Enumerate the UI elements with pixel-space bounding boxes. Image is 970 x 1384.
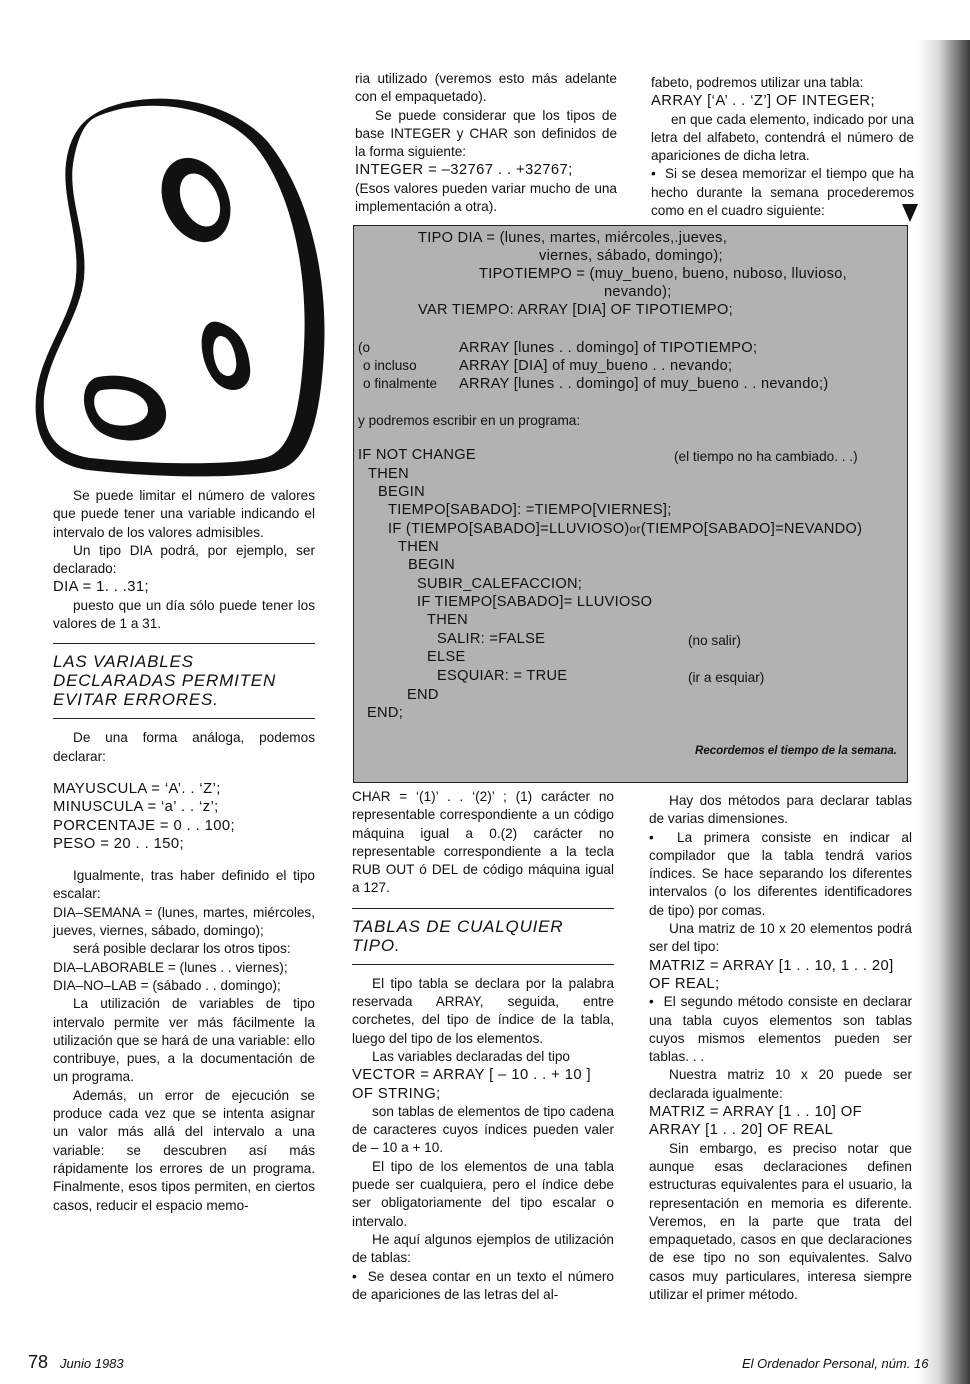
column-2-bottom	[352, 788, 614, 1304]
box-line: ARRAY [DIA] of muy_bueno . . nevando;	[459, 358, 733, 374]
code-line: THEN	[427, 612, 468, 628]
paragraph: El tipo tabla se declara por la palabra reservada ARRAY, seguida, entre corchetes, del tipo de índice de la tabla, luego del tipo de los elementos.	[352, 975, 614, 1046]
column-1	[53, 487, 315, 1215]
code-line: BEGIN	[408, 557, 455, 573]
paragraph: será posible declarar los otros tipos:	[73, 941, 291, 957]
code-line: INTEGER = –32767 . . +32767;	[355, 162, 573, 179]
bullet-paragraph: • La primera consiste en indicar al compilador que la tabla tendrá varios índices. Se hace separando los diferentes intervalos (o los diferentes identificadores de tipo) por comas.	[649, 829, 912, 920]
code-line: TIEMPO[SABADO]: =TIEMPO[VIERNES];	[388, 502, 672, 518]
box-line: TIPOTIEMPO = (muy_bueno, bueno, nuboso, lluvioso,	[479, 266, 847, 282]
code-box	[353, 225, 908, 783]
box-line: ARRAY [lunes . . domingo] of muy_bueno . . nevando;)	[459, 376, 829, 392]
code-line: VECTOR = ARRAY [ – 10 . . + 10 ] OF STRING;	[352, 1067, 591, 1102]
code-line: ESQUIAR: = TRUE	[437, 668, 568, 684]
code-comment: (ir a esquiar)	[688, 670, 765, 685]
code-line: MAYUSCULA = ‘A’. . ‘Z’;	[53, 780, 221, 797]
code-line: PORCENTAJE = 0 . . 100;	[53, 817, 236, 834]
code-comment: (el tiempo no ha cambiado. . .)	[674, 449, 858, 464]
paragraph: CHAR = ‘(1)’ . . ‘(2)’ ; (1) carácter no representable correspondiente a un código máquina igual a 0.(2) carácter no representable correspondiente a la tecla RUB OUT ó DEL de código máquina igual a 127.	[352, 789, 614, 896]
bullet-paragraph: • Se desea contar en un texto el número de apariciones de las letras del al-	[352, 1268, 614, 1305]
paragraph: Además, un error de ejecución se produce cada vez que se intenta asignar un valor más allá del intervalo a una variable: se descubren así más rápidamente los errores de un programa. Finalmente, esos tipos permiten, en ciertos casos, reducir el espacio memo-	[53, 1087, 315, 1213]
box-line: ARRAY [lunes . . domingo] of TIPOTIEMPO;	[459, 340, 758, 356]
box-caption: Recordemos el tiempo de la semana.	[695, 745, 897, 757]
paragraph: La utilización de variables de tipo intervalo permite ver más fácilmente la utilización que se hará de una variable: ello contribuye, pues, a la documentación de un programa.	[53, 996, 315, 1085]
paragraph: Un tipo DIA podrá, por ejemplo, ser declarado:	[53, 542, 315, 577]
arrow-down-icon	[902, 204, 918, 222]
code-line: PESO = 20 . . 150;	[53, 835, 184, 852]
paragraph: Igualmente, tras haber definido el tipo escalar:	[53, 868, 315, 902]
paragraph: son tablas de elementos de tipo cadena de caracteres cuyos índices pueden valer de – 10 a + 10.	[352, 1103, 614, 1156]
magazine-name: El Ordenador Personal, núm. 16	[742, 1356, 929, 1371]
paragraph: (Esos valores pueden variar mucho de una implementación a otra).	[355, 180, 617, 215]
code-line: DIA–SEMANA = (lunes, martes, miércoles, jueves, viernes, sábado, domingo);	[53, 904, 315, 939]
section-heading: TABLAS DE CUALQUIER TIPO.	[352, 908, 614, 965]
code-comment: (no salir)	[688, 633, 741, 648]
issue-date: Junio 1983	[60, 1356, 124, 1371]
code-line: END;	[367, 705, 404, 721]
code-line: SUBIR_CALEFACCION;	[417, 576, 583, 592]
column-3-top	[651, 74, 914, 220]
code-line: BEGIN	[378, 484, 425, 500]
blob-illustration	[28, 92, 334, 478]
paragraph: en que cada elemento, indicado por una letra del alfabeto, contendrá el número de apariciones de dicha letra.	[651, 111, 914, 164]
paragraph: El tipo de los elementos de una tabla puede ser cualquiera, pero el índice debe ser obligatoriamente del tipo escalar o intervalo.	[352, 1158, 614, 1229]
bullet-paragraph: • Si se desea memorizar el tiempo que ha hecho durante la semana procederemos como en el cuadro siguiente:	[651, 165, 914, 220]
paragraph: Una matriz de 10 x 20 elementos podrá ser del tipo:	[649, 921, 912, 955]
paragraph: Nuestra matriz 10 x 20 puede ser declarada igualmente:	[649, 1067, 912, 1101]
paragraph: puesto que un día sólo puede tener los valores de 1 a 31.	[53, 597, 315, 632]
code-line: DIA–LABORABLE = (lunes . . viernes);	[53, 959, 288, 975]
box-line: (o	[358, 340, 371, 355]
code-line: MATRIZ = ARRAY [1 . . 10] OF ARRAY [1 . . 20] OF REAL	[649, 1104, 863, 1139]
box-line: nevando);	[604, 284, 672, 300]
box-line: viernes, sábado, domingo);	[539, 248, 723, 264]
box-line: TIPO DIA = (lunes, martes, miércoles,.jueves,	[418, 230, 728, 246]
paragraph: De una forma análoga, podemos declarar:	[53, 730, 315, 764]
box-line: y podremos escribir en un programa:	[358, 413, 581, 428]
code-line: DIA–NO–LAB = (sábado . . domingo);	[53, 977, 281, 993]
section-heading: LAS VARIABLES DECLARADAS PERMITEN EVITAR ERRORES.	[53, 643, 315, 719]
code-line: IF (TIEMPO[SABADO]=LLUVIOSO)or(TIEMPO[SABADO]=NEVANDO)	[388, 521, 863, 537]
code-line: MINUSCULA = ‘a’ . . ‘z’;	[53, 799, 219, 816]
box-line: o finalmente	[363, 376, 438, 391]
paragraph: Se puede considerar que los tipos de base INTEGER y CHAR son definidos de la forma siguiente:	[355, 107, 617, 160]
code-line: DIA = 1. . .31;	[53, 579, 150, 596]
code-line: THEN	[368, 466, 409, 482]
bullet-paragraph: • El segundo método consiste en declarar una tabla cuyos elementos son tablas cuyos mismos elementos pueden ser tablas. . .	[649, 993, 912, 1066]
code-line: IF NOT CHANGE	[358, 447, 476, 463]
code-line: ARRAY [‘A’ . . ‘Z’] OF INTEGER;	[651, 93, 875, 110]
box-line: VAR TIEMPO: ARRAY [DIA] OF TIPOTIEMPO;	[418, 302, 733, 318]
paragraph: fabeto, podremos utilizar una tabla:	[651, 75, 864, 90]
page-binding-shadow	[918, 0, 970, 1384]
paragraph: Hay dos métodos para declarar tablas de varias dimensiones.	[649, 793, 912, 827]
page-number: 78	[28, 1352, 49, 1372]
code-line: IF TIEMPO[SABADO]= LLUVIOSO	[417, 594, 653, 610]
box-line: o incluso	[363, 358, 417, 373]
code-line: MATRIZ = ARRAY [1 . . 10, 1 . . 20] OF REAL;	[649, 957, 894, 992]
paragraph: ria utilizado (veremos esto más adelante con el empaquetado).	[355, 71, 617, 105]
paragraph: He aquí algunos ejemplos de utilización de tablas:	[352, 1231, 614, 1266]
code-line: ELSE	[427, 649, 466, 665]
paragraph: Las variables declaradas del tipo	[372, 1048, 570, 1064]
code-line: END	[407, 687, 439, 703]
paragraph: Se puede limitar el número de valores que puede tener una variable indicando el intervalo de los valores admisibles.	[53, 488, 315, 540]
column-2-top	[355, 70, 617, 216]
footer-left	[28, 1352, 124, 1373]
code-line: SALIR: =FALSE	[437, 631, 546, 647]
code-line: THEN	[398, 539, 439, 555]
paragraph: Sin embargo, es preciso notar que aunque esas declaraciones definen estructuras equivalentes para el usuario, la representación en memoria es diferente. Veremos, en la parte que trata del empaquetado, casos en que declaraciones de ese tipo no son equivalentes. Salvo casos muy particulares, interesa siempre utilizar el primer método.	[649, 1140, 912, 1303]
column-3-bottom	[649, 792, 912, 1304]
